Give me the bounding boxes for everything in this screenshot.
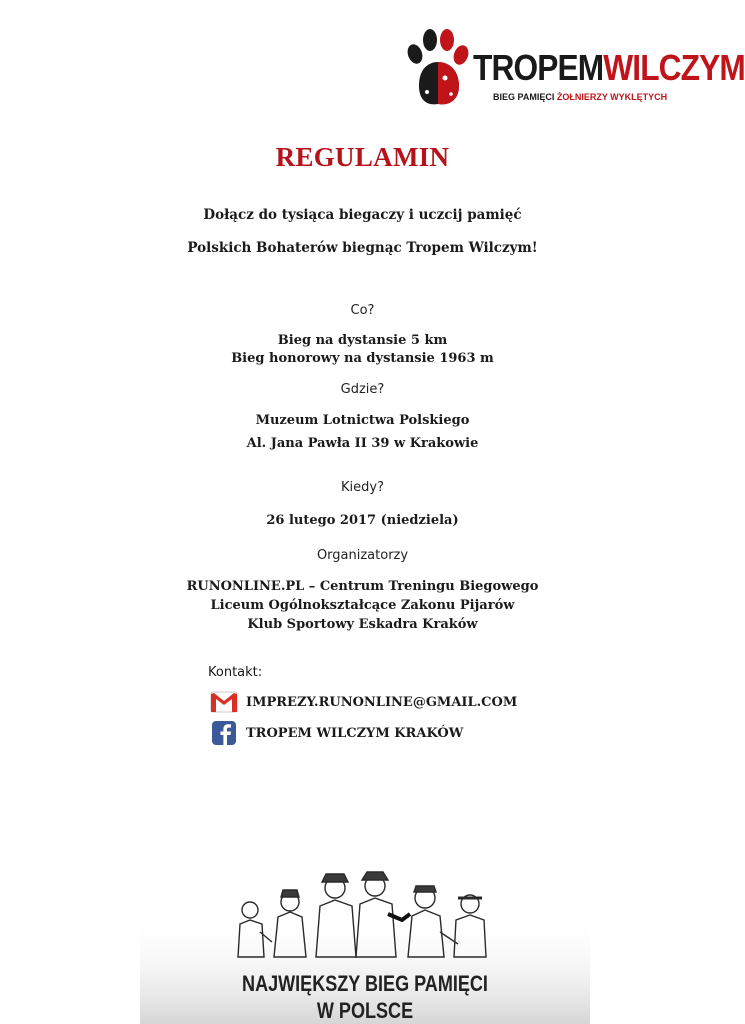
tagline-red: ŻOŁNIERZY WYKLĘTYCH xyxy=(556,92,668,102)
when-date: 26 lutego 2017 (niedziela) xyxy=(266,513,459,528)
footer-headline-2: W POLSCE xyxy=(316,998,414,1023)
contact-email[interactable] xyxy=(210,690,517,714)
tagline-dark: BIEG PAMIĘCI xyxy=(493,92,557,102)
facebook-icon xyxy=(210,721,238,745)
what-label: Co? xyxy=(350,303,375,318)
brand-name-red: WILCZYM xyxy=(603,47,745,88)
facebook-page-name: TROPEM WILCZYM KRAKÓW xyxy=(246,725,464,741)
intro-line-2: Polskich Bohaterów biegnąc Tropem Wilczym! xyxy=(187,240,538,256)
footer-illustration xyxy=(140,862,590,1024)
where-line-1: Muzeum Lotnictwa Polskiego xyxy=(255,413,470,428)
brand-tagline xyxy=(493,92,667,102)
email-address: IMPREZY.RUNONLINE@GMAIL.COM xyxy=(246,694,518,710)
contact-facebook[interactable] xyxy=(210,721,463,745)
organizer-item: RUNONLINE.PL – Centrum Treningu Biegowego xyxy=(186,579,539,594)
where-line-2: Al. Jana Pawła II 39 w Krakowie xyxy=(246,436,479,451)
organizer-item: Liceum Ogólnokształcące Zakonu Pijarów xyxy=(210,598,515,613)
contact-label: Kontakt: xyxy=(208,665,263,680)
event-logo xyxy=(405,28,745,110)
brand-name-dark: TROPEM xyxy=(473,47,604,88)
gmail-icon xyxy=(210,690,238,714)
organizers-label: Organizatorzy xyxy=(316,548,409,563)
intro-line-1: Dołącz do tysiąca biegaczy i uczcij pamięć xyxy=(203,207,522,223)
footer-headline-1: NAJWIĘKSZY BIEG PAMIĘCI xyxy=(242,971,488,996)
what-line-2: Bieg honorowy na dystansie 1963 m xyxy=(231,351,494,366)
brand-name xyxy=(473,47,745,88)
organizer-item: Klub Sportowy Eskadra Kraków xyxy=(247,617,478,632)
what-line-1: Bieg na dystansie 5 km xyxy=(277,333,448,348)
when-label: Kiedy? xyxy=(341,480,384,495)
wolf-paw-icon xyxy=(405,28,471,108)
page-title: REGULAMIN xyxy=(275,142,450,172)
where-label: Gdzie? xyxy=(340,382,385,397)
